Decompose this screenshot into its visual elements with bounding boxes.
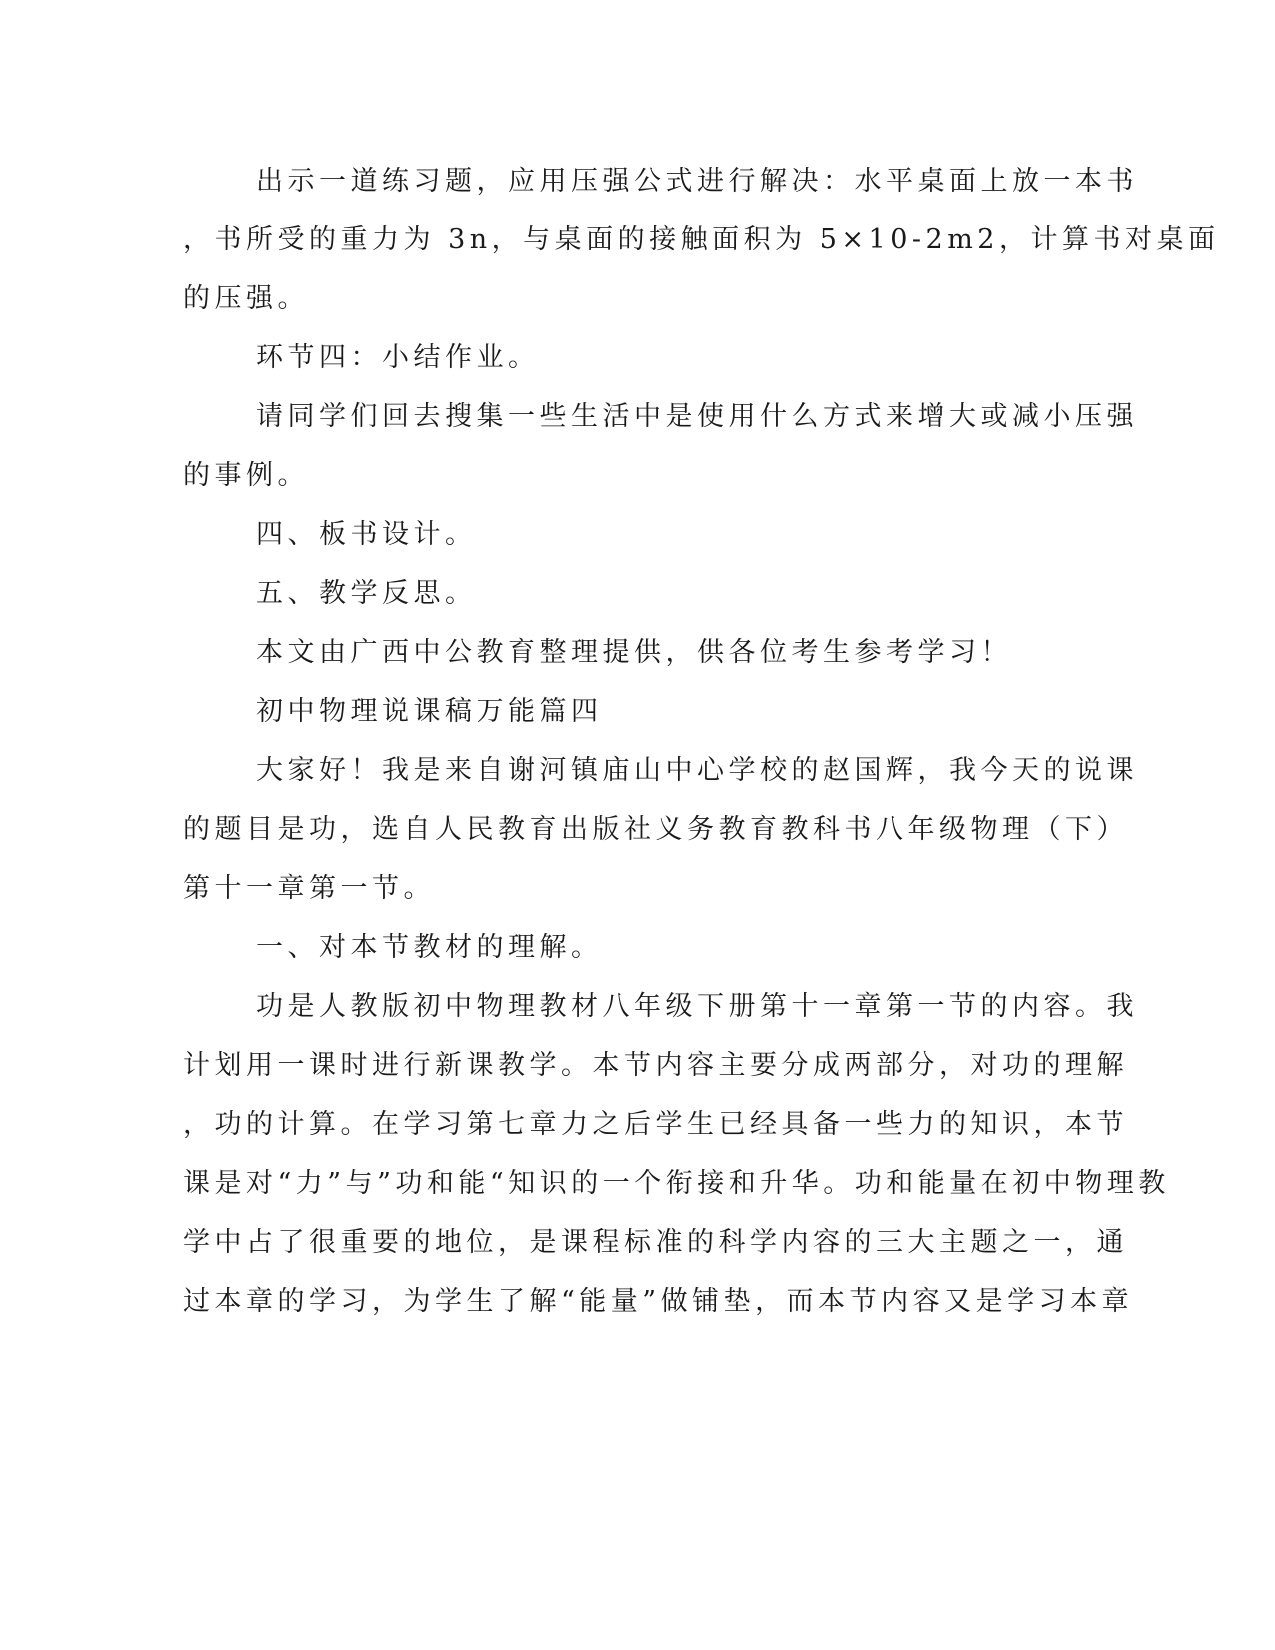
- text-line: ，功的计算。在学习第七章力之后学生已经具备一些力的知识，本节: [183, 1109, 1128, 1140]
- text-line: ，书所受的重力为 3n，与桌面的接触面积为 5×10-2m2，计算书对桌面: [183, 224, 1220, 255]
- section-heading: 一、对本节教材的理解。: [256, 932, 603, 963]
- text-line: 过本章的学习，为学生了解“能量”做铺垫，而本节内容又是学习本章: [183, 1286, 1134, 1317]
- text-line: 的压强。: [183, 283, 309, 314]
- section-heading: 环节四：小结作业。: [256, 342, 540, 373]
- section-heading: 五、教学反思。: [256, 578, 477, 609]
- section-heading: 四、板书设计。: [256, 519, 477, 550]
- text-line: 计划用一课时进行新课教学。本节内容主要分成两部分，对功的理解: [183, 1050, 1128, 1081]
- text-line: 大家好！我是来自谢河镇庙山中心学校的赵国辉，我今天的说课: [256, 755, 1138, 786]
- text-line: 请同学们回去搜集一些生活中是使用什么方式来增大或减小压强: [256, 401, 1138, 432]
- text-line: 功是人教版初中物理教材八年级下册第十一章第一节的内容。我: [256, 991, 1138, 1022]
- text-line: 的事例。: [183, 460, 309, 491]
- text-line: 学中占了很重要的地位，是课程标准的科学内容的三大主题之一，通: [183, 1227, 1128, 1258]
- text-line: 课是对“力”与”功和能“知识的一个衔接和升华。功和能量在初中物理教: [183, 1168, 1170, 1199]
- article-title: 初中物理说课稿万能篇四: [256, 696, 603, 727]
- text-line: 出示一道练习题，应用压强公式进行解决：水平桌面上放一本书: [256, 166, 1138, 197]
- text-line: 的题目是功，选自人民教育出版社义务教育教科书八年级物理（下）: [183, 814, 1128, 845]
- text-line: 本文由广西中公教育整理提供，供各位考生参考学习！: [256, 637, 1012, 668]
- text-line: 第十一章第一节。: [183, 873, 435, 904]
